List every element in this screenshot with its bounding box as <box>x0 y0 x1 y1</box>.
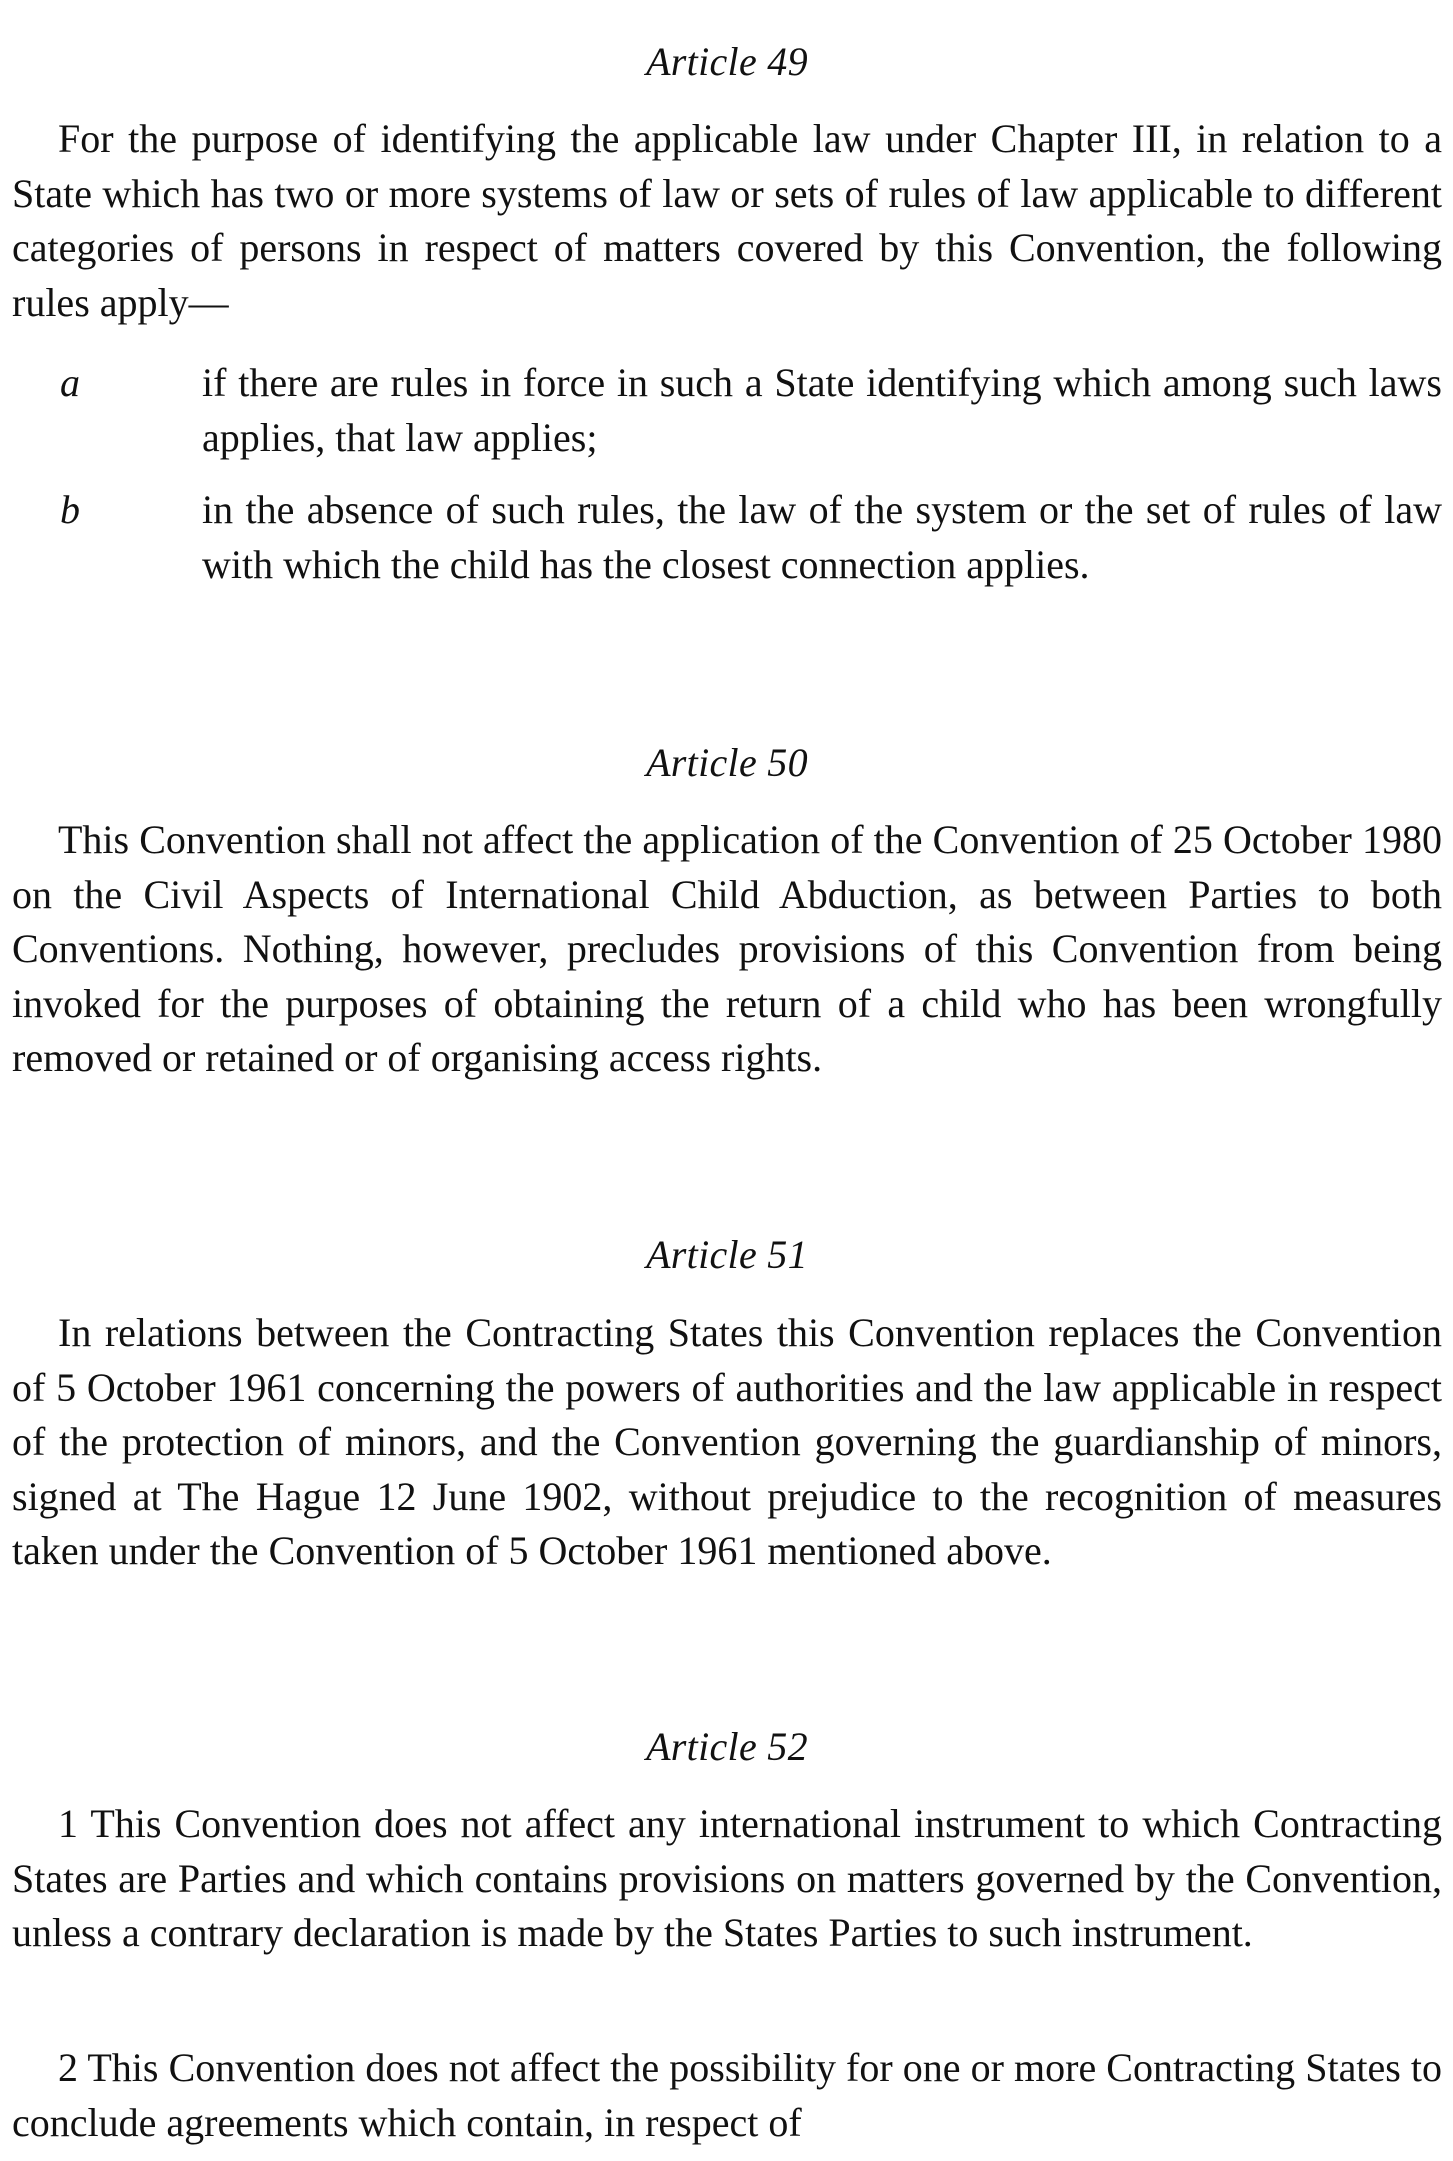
list-item-text: in the absence of such rules, the law of the system or the set of rules of law with which the child has the closest connection applies. <box>202 487 1442 587</box>
article-heading: Article 50 <box>646 740 808 785</box>
list-item-marker: a <box>60 360 80 405</box>
article-paragraph: 2 This Convention does not affect the possibility for one or more Contracting States to conclude agreements which contain, in respect of <box>12 2045 1442 2145</box>
article-heading: Article 51 <box>646 1232 808 1277</box>
list-item-marker: b <box>60 487 80 532</box>
article-paragraph: This Convention shall not affect the application of the Convention of 25 October 1980 on the Civil Aspects of International Child Abduction, as between Parties to both Conventions. Nothing, however, precludes provisions of this Convention from being invoked for the purposes of obtaining the return of a child who has been wrongfully removed or retained or of organising access rights. <box>12 817 1442 1080</box>
article-heading: Article 52 <box>646 1724 808 1769</box>
list-item-text: if there are rules in force in such a State identifying which among such laws applies, that law applies; <box>202 360 1442 460</box>
article-paragraph: In relations between the Contracting States this Convention replaces the Convention of 5 October 1961 concerning the powers of authorities and the law applicable in respect of the protection of minors, and the Convention governing the guardianship of minors, signed at The Hague 12 June 1902, without prejudice to the recognition of measures taken under the Convention of 5 October 1961 mentioned above. <box>12 1310 1442 1573</box>
article-paragraph: 1 This Convention does not affect any international instrument to which Contracting States are Parties and which contains provisions on matters governed by the Convention, unless a contrary declaration is made by the States Parties to such instrument. <box>12 1801 1442 1955</box>
article-paragraph: For the purpose of identifying the applicable law under Chapter III, in relation to a State which has two or more systems of law or sets of rules of law applicable to different categories of persons in respect of matters covered by this Convention, the following rules apply— <box>12 116 1442 325</box>
article-heading: Article 49 <box>646 39 808 84</box>
